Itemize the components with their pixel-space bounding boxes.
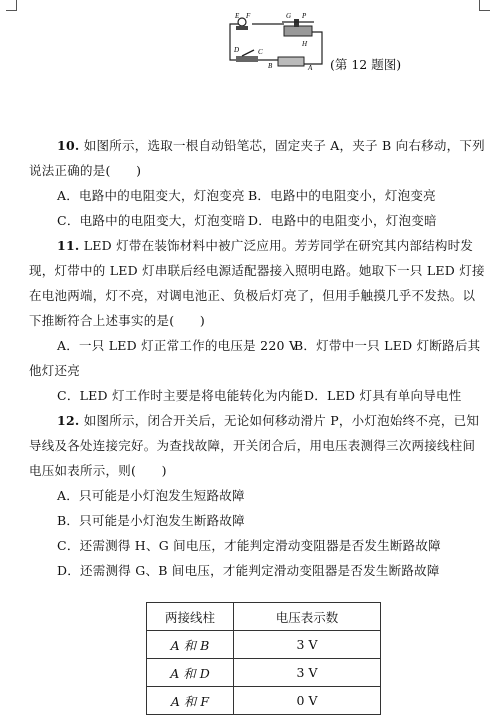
label-B: B: [268, 62, 273, 70]
q12-stem-2: 导线及各处连接完好。为查找故障，开关闭合后，用电压表测得三次两接线柱间: [29, 438, 476, 453]
table-cell-voltage: 3 V: [234, 659, 381, 687]
table-row: [147, 687, 381, 715]
label-D: D: [234, 46, 240, 54]
q10-number: 10.: [57, 138, 80, 153]
q11-stem-3: 在电池两端，灯不亮，对调电池正、负极后灯亮了，但用手触摸几乎不发热。以: [29, 288, 476, 303]
q10-option-b: B．电路中的电阻变小，灯泡变亮: [248, 188, 436, 203]
q10-option-a: A．电路中的电阻变大，灯泡变亮: [57, 188, 245, 203]
crop-mark-left: [6, 0, 17, 11]
table-cell-terminals: A 和 F: [147, 687, 234, 715]
q12-option-c: C．还需测得 H、G 间电压，才能判定滑动变阻器是否发生断路故障: [57, 538, 441, 553]
battery-box: [278, 57, 304, 66]
rheostat-coil: [284, 26, 312, 36]
wire-right: [304, 32, 322, 64]
q10-line1: [57, 136, 485, 154]
q11-line1: [57, 236, 473, 254]
q11-option-b-part2: 他灯还亮: [29, 363, 81, 378]
q12-number: 12.: [57, 413, 80, 428]
table-cell-voltage: 3 V: [234, 631, 381, 659]
circuit-diagram: [222, 10, 332, 72]
q10-option-d: D．电路中的电阻变小，灯泡变暗: [248, 213, 437, 228]
voltage-table: [146, 602, 381, 715]
table-cell-terminals: A 和 D: [147, 659, 234, 687]
q10-stem-1: 如图所示，选取一根自动铅笔芯，固定夹子 A，夹子 B 向右移动，下列: [83, 138, 485, 153]
bulb-base: [236, 26, 248, 30]
q12-line1: [57, 411, 479, 429]
label-F: F: [246, 12, 251, 20]
q12-stem-1: 如图所示，闭合开关后，无论如何移动滑片 P，小灯泡始终不亮，已知: [83, 413, 480, 428]
q11-stem-1: LED 灯带在装饰材料中被广泛应用。芳芳同学在研究其内部结构时发: [83, 238, 474, 253]
q11-option-c: C．LED 灯工作时主要是将电能转化为内能: [57, 388, 304, 403]
table-cell-voltage: 0 V: [234, 687, 381, 715]
table-cell-terminals: A 和 B: [147, 631, 234, 659]
label-H: H: [302, 40, 308, 48]
label-E: E: [235, 12, 240, 20]
label-C: C: [258, 48, 263, 56]
crop-mark-right: [479, 0, 490, 11]
table-row: [147, 659, 381, 687]
switch-base: [236, 56, 258, 62]
label-G: G: [286, 12, 292, 20]
q11-option-d: D．LED 灯具有单向导电性: [304, 388, 462, 403]
q12-option-d: D．还需测得 G、B 间电压，才能判定滑动变阻器是否发生断路故障: [57, 563, 440, 578]
q10-stem-2: 说法正确的是( ): [29, 163, 142, 178]
q11-option-a: A．一只 LED 灯正常工作的电压是 220 V: [57, 338, 299, 353]
q12-option-a: A．只可能是小灯泡发生短路故障: [57, 488, 245, 503]
label-P: P: [302, 12, 307, 20]
label-A: A: [308, 64, 313, 72]
table-header-terminals: 两接线柱: [147, 603, 234, 631]
q11-stem-2: 现，灯带中的 LED 灯串联后经电源适配器接入照明电路。她取下一只 LED 灯接: [29, 263, 485, 278]
q10-option-c: C．电路中的电阻变大，灯泡变暗: [57, 213, 246, 228]
figure-caption: (第 12 题图): [330, 57, 402, 72]
table-row: [147, 631, 381, 659]
q12-stem-3: 电压如表所示，则( ): [29, 463, 167, 478]
switch-lever: [242, 50, 254, 56]
rheostat-slider: [294, 19, 299, 27]
q12-option-b: B．只可能是小灯泡发生断路故障: [57, 513, 245, 528]
q11-number: 11.: [57, 238, 80, 253]
table-header-voltage: 电压表示数: [234, 603, 381, 631]
table-header-row: [147, 603, 381, 631]
q11-stem-4: 下推断符合上述事实的是( ): [29, 313, 206, 328]
q11-option-b-part1: B．灯带中一只 LED 灯断路后其: [294, 338, 481, 353]
